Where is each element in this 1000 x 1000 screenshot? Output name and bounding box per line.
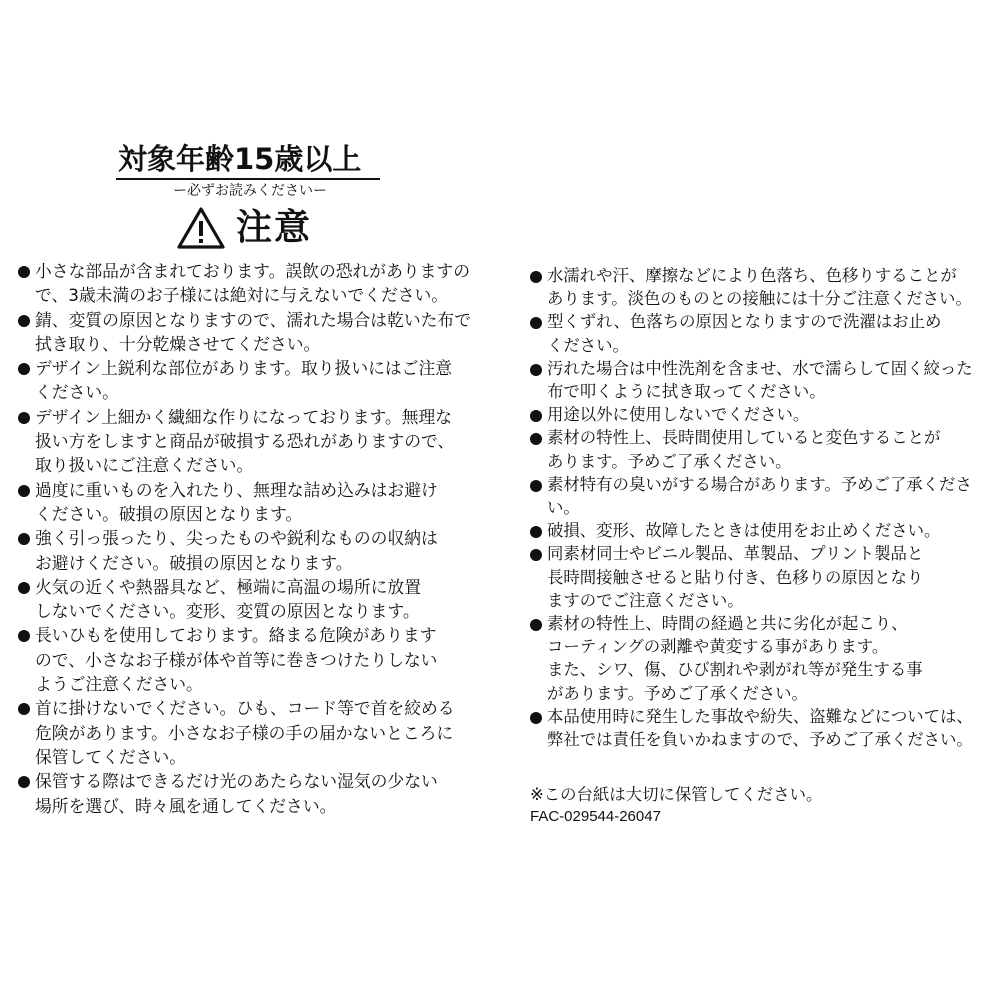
age-title: 対象年齢15歳以上 bbox=[118, 142, 362, 176]
warning-item bbox=[18, 478, 478, 527]
warning-line: 本品使用時に発生した事故や紛失、盗難などについては、 bbox=[547, 706, 973, 726]
bullet-icon bbox=[18, 703, 30, 715]
warning-line: で、3歳未満のお子様には絶対に与えないでください。 bbox=[35, 285, 449, 306]
caution-heading bbox=[176, 204, 312, 252]
warning-item bbox=[18, 308, 478, 357]
warning-line: があります。予めご了承ください。 bbox=[547, 683, 808, 703]
warning-line: 汚れた場合は中性洗剤を含ませ、水で濡らして固く絞った bbox=[547, 358, 973, 378]
warning-item bbox=[530, 403, 980, 426]
warning-line: ください。 bbox=[35, 382, 119, 403]
bullet-icon bbox=[18, 363, 30, 375]
warning-line: コーティングの剥離や黄変する事があります。 bbox=[547, 637, 889, 657]
warning-line: 長いひもを使用しております。絡まる危険があります bbox=[35, 625, 437, 646]
warning-line: デザイン上細かく繊細な作りになっております。無理な bbox=[35, 406, 453, 427]
warning-line: 弊社では責任を負いかねますので、予めご了承ください。 bbox=[547, 730, 973, 750]
bullet-icon bbox=[18, 315, 30, 327]
bullet-icon bbox=[530, 526, 542, 538]
warning-item bbox=[18, 575, 478, 624]
warning-item bbox=[530, 310, 980, 356]
bullet-icon bbox=[18, 412, 30, 424]
warning-line: 破損、変形、故障したときは使用をお止めください。 bbox=[547, 521, 941, 541]
keep-card-note: ※この台紙は大切に保管してください。 bbox=[530, 785, 823, 804]
warning-item bbox=[530, 612, 980, 705]
warning-line: 長時間接触させると貼り付き、色移りの原因となり bbox=[547, 567, 924, 587]
warning-item bbox=[18, 405, 478, 478]
read-notice: ー必ずお読みくださいー bbox=[173, 183, 327, 199]
bullet-icon bbox=[18, 485, 30, 497]
bullet-icon bbox=[530, 480, 542, 492]
warning-item bbox=[18, 623, 478, 696]
bullet-icon bbox=[530, 317, 542, 329]
bullet-icon bbox=[18, 533, 30, 545]
bullet-icon bbox=[530, 271, 542, 283]
product-code: FAC-029544-26047 bbox=[530, 808, 661, 825]
warning-item bbox=[530, 357, 980, 403]
warning-line: 素材特有の臭いがする場合があります。予めご了承くださ bbox=[547, 474, 972, 494]
warning-line: 保管してください。 bbox=[35, 746, 187, 767]
warning-item bbox=[530, 519, 980, 542]
caution-label: 注意 bbox=[236, 207, 313, 248]
warning-line: 素材の特性上、時間の経過と共に劣化が起こり、 bbox=[547, 614, 908, 634]
warning-line: 錆、変質の原因となりますので、濡れた場合は乾いた布で bbox=[35, 309, 471, 330]
bullet-icon bbox=[18, 630, 30, 642]
bullet-icon bbox=[18, 776, 30, 788]
warning-line: あります。淡色のものとの接触には十分ご注意ください。 bbox=[547, 289, 972, 309]
bullet-icon bbox=[530, 549, 542, 561]
warning-line: 取り扱いにご注意ください。 bbox=[35, 455, 254, 476]
warning-line: 危険があります。小さなお子様の手の届かないところに bbox=[35, 722, 454, 743]
warning-line: 拭き取り、十分乾燥させてください。 bbox=[35, 333, 321, 354]
warning-line: しないでください。変形、変質の原因となります。 bbox=[35, 601, 420, 622]
warning-line: 過度に重いものを入れたり、無理な詰め込みはお避け bbox=[35, 479, 438, 500]
warning-line: 小さな部品が含まれております。誤飲の恐れがありますの bbox=[35, 261, 470, 281]
warning-item bbox=[18, 526, 478, 575]
bullet-icon bbox=[18, 266, 30, 278]
warning-item bbox=[530, 705, 980, 751]
warning-line: 強く引っ張ったり、尖ったものや鋭利なものの収納は bbox=[35, 528, 438, 549]
bullet-icon bbox=[530, 433, 542, 445]
warning-line: ので、小さなお子様が体や首等に巻きつけたりしない bbox=[35, 649, 438, 670]
warning-line: 首に掛けないでください。ひも、コード等で首を絞める bbox=[35, 698, 455, 719]
warning-line: ください。 bbox=[547, 335, 629, 355]
warning-line: い。 bbox=[547, 498, 580, 518]
warning-item bbox=[530, 264, 980, 310]
age-title-underline bbox=[116, 178, 380, 180]
warning-triangle-icon bbox=[176, 206, 226, 250]
warning-line: 場所を選び、時々風を通してください。 bbox=[35, 795, 337, 816]
warning-line: また、シワ、傷、ひび割れや剥がれ等が発生する事 bbox=[547, 660, 923, 680]
warning-line: お避けください。破損の原因となります。 bbox=[35, 552, 353, 573]
warning-line: 火気の近くや熱器具など、極端に高温の場所に放置 bbox=[35, 576, 421, 597]
bullet-icon bbox=[530, 619, 542, 631]
warning-line: ください。破損の原因となります。 bbox=[35, 503, 303, 524]
warning-item bbox=[18, 356, 478, 405]
warning-item bbox=[530, 542, 980, 612]
warnings-right-column bbox=[530, 264, 980, 751]
warning-line: ようご注意ください。 bbox=[35, 674, 203, 695]
warning-line: ますのでご注意ください。 bbox=[547, 590, 744, 610]
warnings-left-column bbox=[18, 259, 478, 818]
warning-line: 保管する際はできるだけ光のあたらない湿気の少ない bbox=[35, 771, 438, 792]
bullet-icon bbox=[530, 410, 542, 422]
warning-item bbox=[18, 259, 478, 308]
bullet-icon bbox=[18, 582, 30, 594]
warning-line: 用途以外に使用しないでください。 bbox=[547, 405, 810, 425]
bullet-icon bbox=[530, 712, 542, 724]
warning-item bbox=[530, 426, 980, 472]
warning-line: 布で叩くように拭き取ってください。 bbox=[547, 382, 826, 402]
warning-item bbox=[18, 769, 478, 818]
warning-line: あります。予めご了承ください。 bbox=[547, 451, 792, 471]
warning-line: 同素材同士やビニル製品、革製品、プリント製品と bbox=[547, 544, 924, 564]
warning-item bbox=[18, 696, 478, 769]
warning-line: 水濡れや汗、摩擦などにより色落ち、色移りすることが bbox=[547, 266, 957, 285]
warning-line: 型くずれ、色落ちの原因となりますので洗濯はお止め bbox=[547, 312, 942, 332]
warning-line: デザイン上鋭利な部位があります。取り扱いにはご注意 bbox=[35, 358, 453, 379]
bullet-icon bbox=[530, 364, 542, 376]
warning-line: 扱い方をしますと商品が破損する恐れがありますので、 bbox=[35, 431, 455, 452]
warning-line: 素材の特性上、長時間使用していると変色することが bbox=[547, 428, 941, 448]
warning-item bbox=[530, 473, 980, 519]
